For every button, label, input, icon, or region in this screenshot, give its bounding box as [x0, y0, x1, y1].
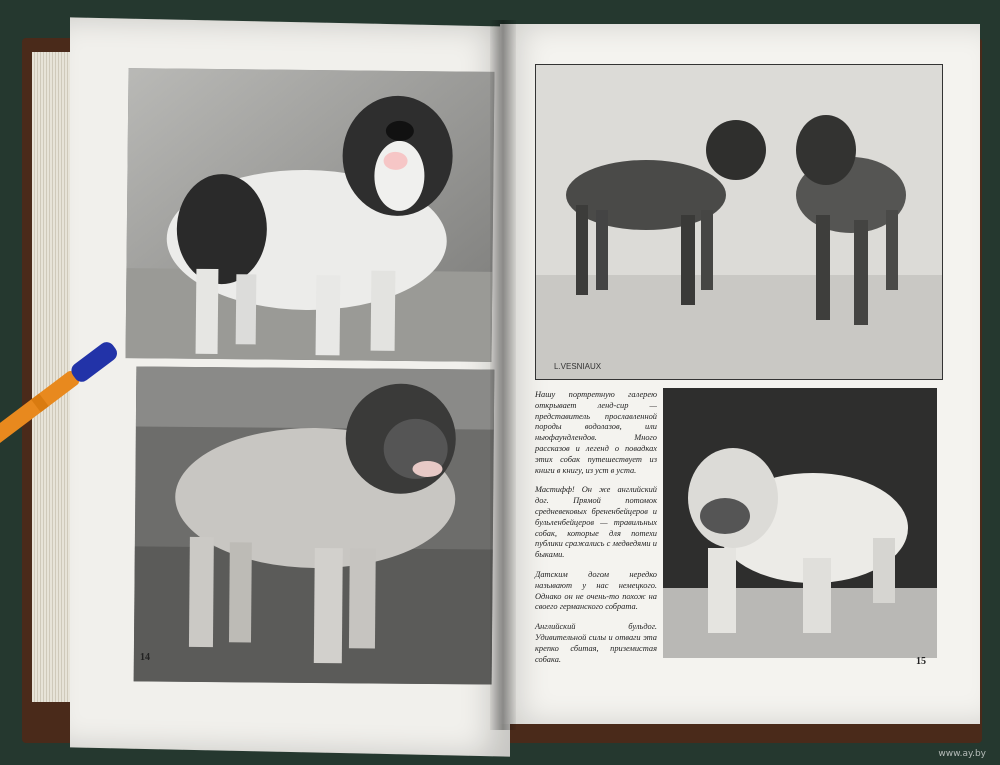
- caption-paragraph: Датским догом нередко называют у нас немецкого. Однако он не очень-то похож на своего германского собрата.: [535, 569, 657, 612]
- caption-paragraph: Нашу портретную галерею открывает ленд-сир — представитель прославленной породы водолазов, или ньюфаундлендов. Много рассказов и легенд о повадках этих собак путешествует из книги в книгу, из уст в уста.: [535, 390, 657, 475]
- caption-paragraph: Английский бульдог. Удивительной силы и отваги эта крепко сбитая, приземистая собака.: [535, 622, 657, 664]
- page-number-right: 15: [916, 656, 926, 667]
- mastiff-engraving: [535, 64, 943, 380]
- page-number-left: 14: [140, 652, 150, 663]
- bulldog-photo: [663, 388, 937, 658]
- mastiff-photo: [134, 366, 495, 684]
- caption-text: [535, 390, 657, 674]
- book-spine: [490, 20, 516, 730]
- watermark: www.ay.by: [938, 749, 986, 759]
- caption-paragraph: Мастифф! Он же английский дог. Прямой потомок средневековых брененбейцеров и бульленбейцеров — травильных собак, которые для потехи публики сражались с медведями и быками.: [535, 485, 657, 560]
- landseer-photo: [125, 68, 494, 362]
- engraving-signature: L.VESNIAUX: [554, 362, 602, 371]
